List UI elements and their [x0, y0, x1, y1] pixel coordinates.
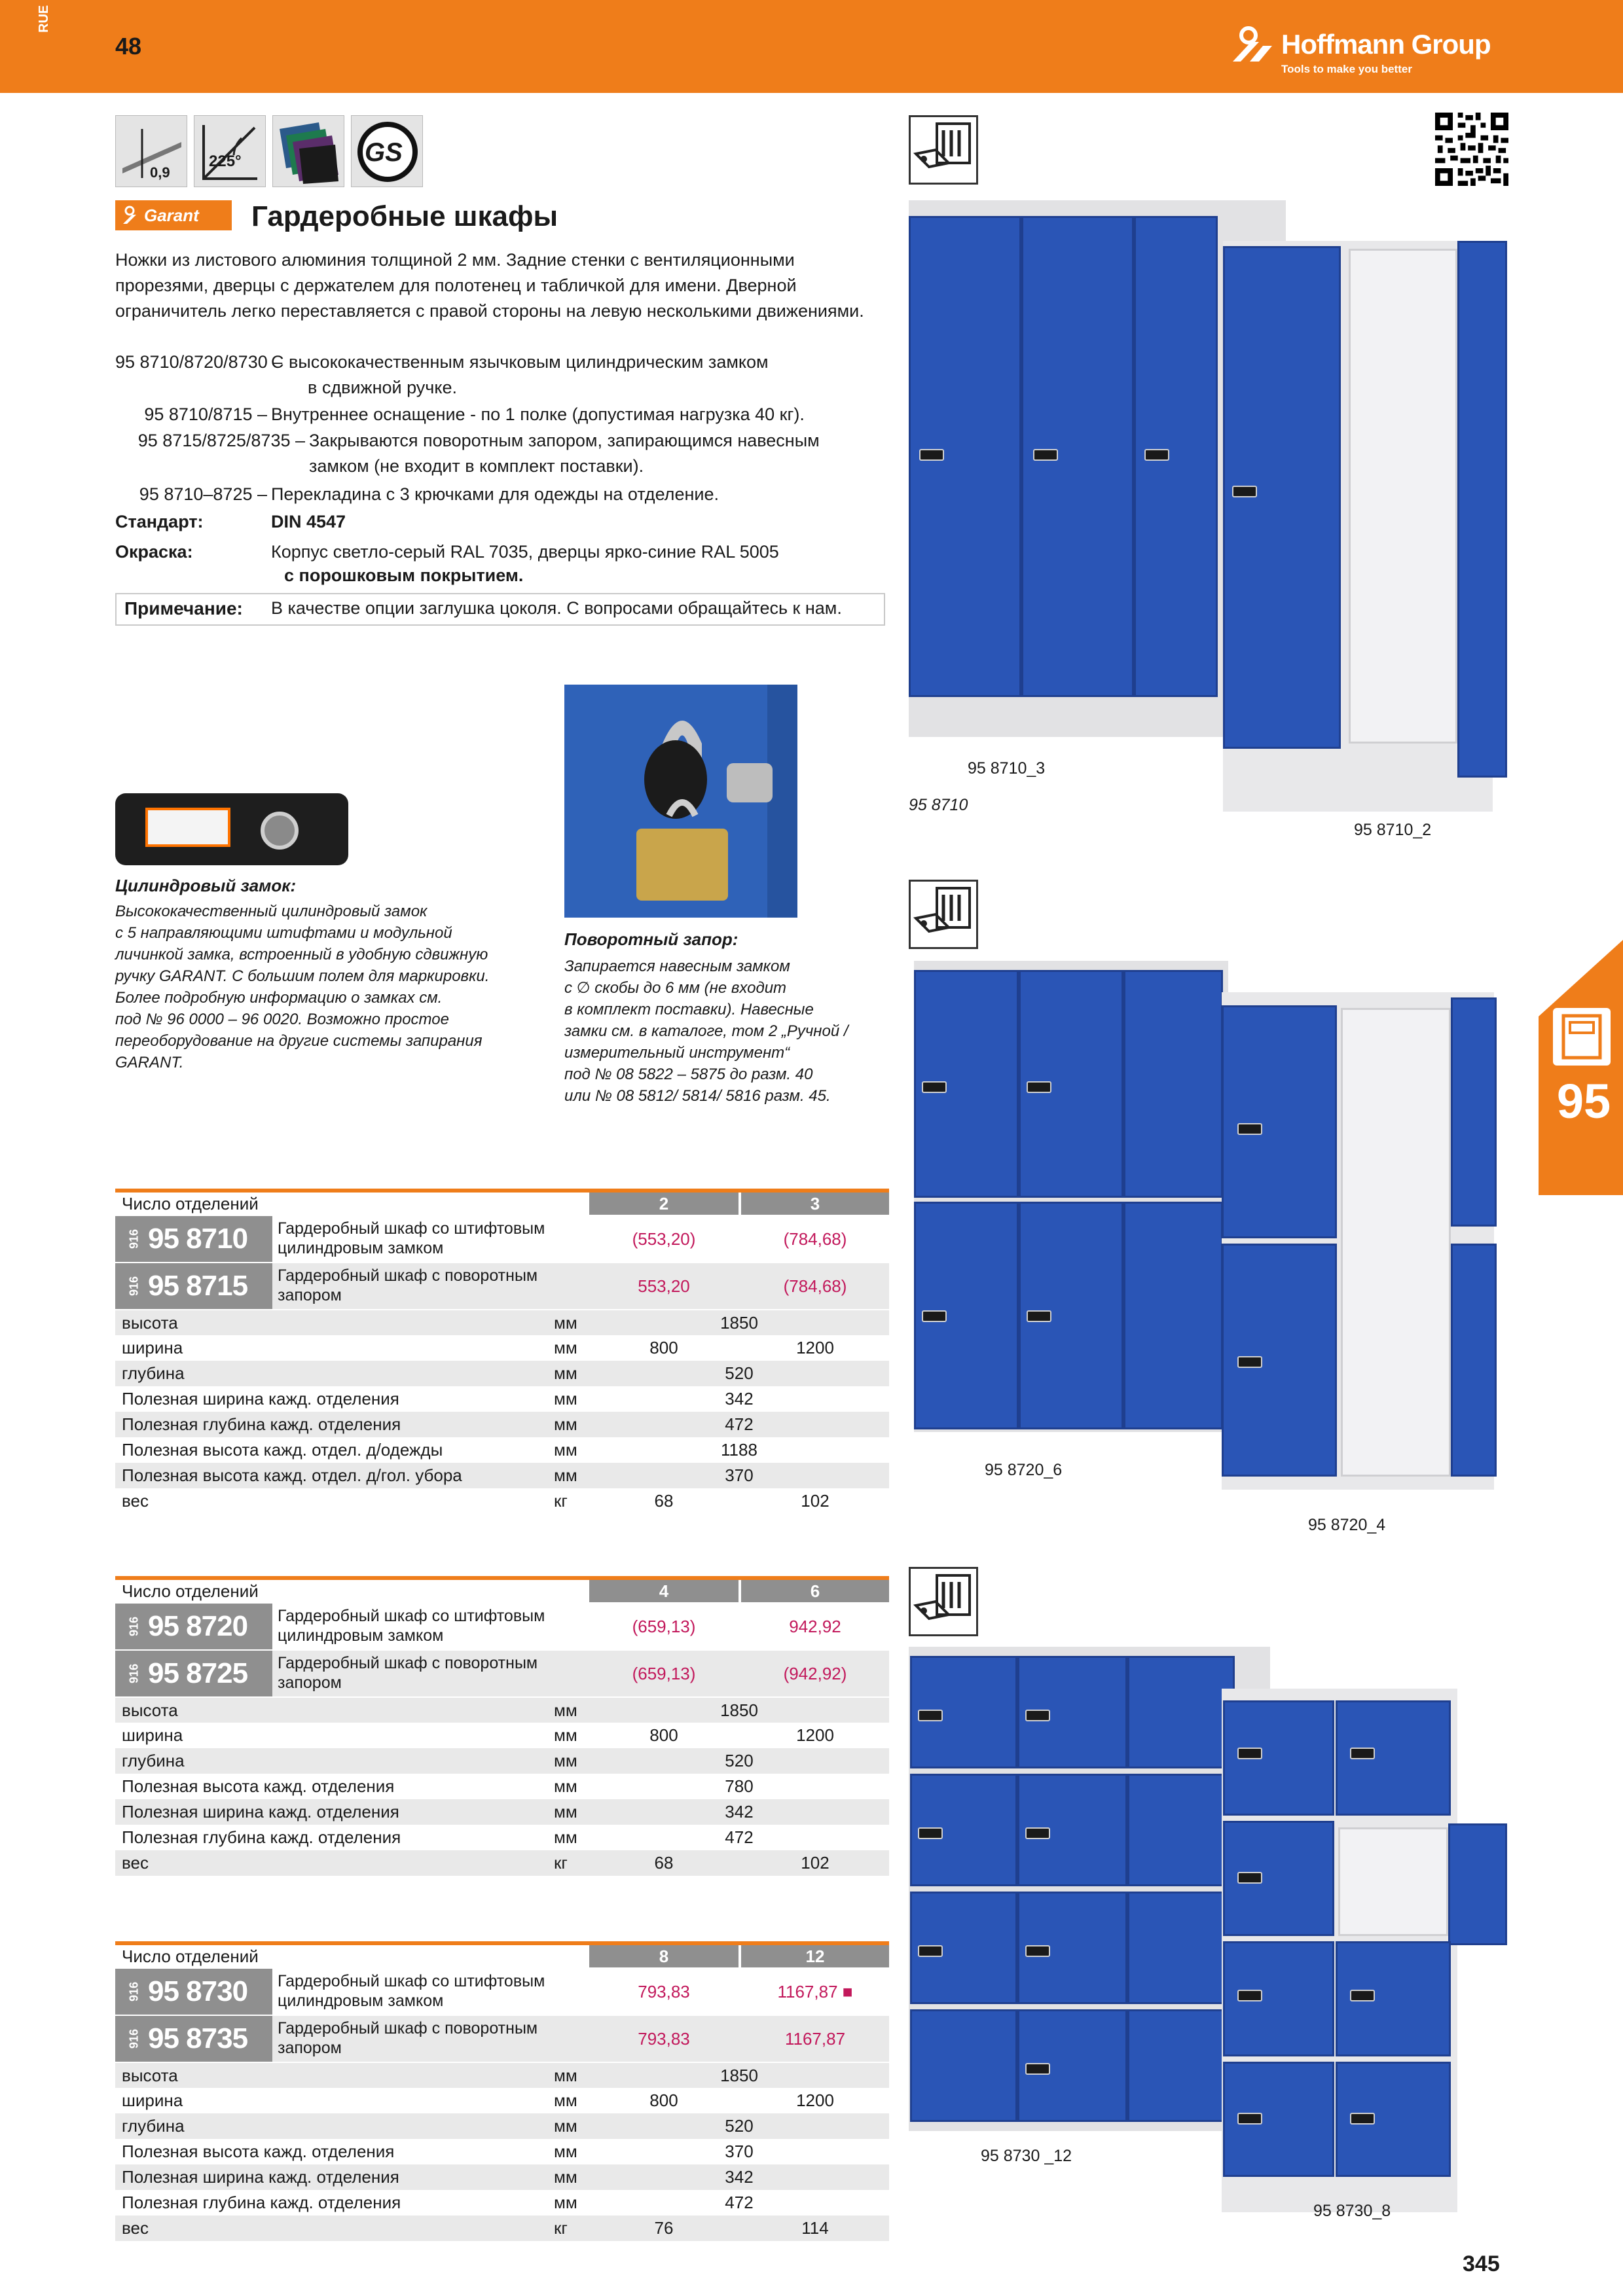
spec-item	[115, 402, 901, 427]
part-prefix: 916	[127, 1663, 141, 1684]
product-row[interactable]	[115, 1969, 889, 2015]
page-header	[0, 0, 1623, 93]
table-row: Полезная глубина кажд. отделения мм 472	[122, 2193, 754, 2212]
table-row: Полезная ширина кажд. отделения мм 342	[115, 2164, 889, 2190]
table-row: Полезная ширина кажд. отделения мм 342	[122, 1389, 754, 1408]
table-row: Полезная высота кажд. отделения мм 370	[122, 2142, 754, 2161]
table-row: высота мм 1850	[115, 2063, 889, 2088]
table-col-header: 8	[589, 1945, 739, 1967]
spec-table-3	[115, 1941, 889, 2244]
part-prefix: 916	[127, 1229, 141, 1249]
photo-label: 95 8710_3	[968, 759, 1046, 778]
sheet-thickness-icon	[115, 115, 187, 187]
paint-label: Окраска:	[115, 542, 193, 562]
spec-text: Перекладина с 3 крючками для одежды на отделение.	[271, 484, 719, 504]
table-row: ширина мм 800 1200	[122, 1725, 834, 1745]
part-number: 95 8730	[148, 1975, 248, 2007]
spec-item	[115, 482, 901, 507]
part-number: 95 8710	[148, 1223, 248, 1255]
part-prefix: 916	[127, 1276, 141, 1297]
caption-line: Более подробную информацию о замках см.	[115, 989, 443, 1007]
table-row: высота мм 1850	[115, 1310, 889, 1335]
table-row: глубина мм 520	[115, 1748, 889, 1774]
spec-code: 95 8710/8720/8730 –	[115, 352, 283, 372]
product-row[interactable]	[115, 1604, 889, 1649]
locker-chapter-icon	[1553, 1008, 1611, 1066]
product-row[interactable]	[115, 1263, 889, 1309]
part-prefix: 916	[127, 1981, 141, 2002]
caption-line: ручку GARANT. С большим полем для маркировки.	[115, 967, 490, 985]
table-row: Полезная ширина кажд. отделения мм 342	[115, 1799, 889, 1825]
locker-type-icon	[909, 1567, 978, 1636]
price: (942,92)	[783, 1663, 847, 1683]
note-label: Примечание:	[124, 598, 243, 619]
spec-table-1	[115, 1189, 889, 1516]
photo-label: 95 8710_2	[1354, 821, 1432, 839]
chapter-number: 95	[1556, 1074, 1611, 1128]
table-row: ширина мм 800 1200	[122, 1338, 834, 1357]
standard-value: DIN 4547	[271, 512, 346, 531]
photo-label: 95 8730 _12	[981, 2147, 1072, 2165]
locker-type-icon	[909, 880, 978, 949]
part-number: 95 8725	[148, 1657, 248, 1689]
part-number: 95 8720	[148, 1610, 248, 1642]
table-col-header: 2	[589, 1193, 739, 1215]
photo-label: 95 8720_4	[1308, 1516, 1386, 1534]
garant-logo-icon	[122, 206, 141, 225]
spec-code: 95 8710/8715 –	[144, 404, 267, 424]
product-row[interactable]	[115, 1216, 889, 1262]
side-code: RUE	[37, 5, 51, 33]
table-col-header: 4	[589, 1580, 739, 1602]
paint-line1: Корпус светло-серый RAL 7035, дверцы ярко-синие RAL 5005	[271, 542, 779, 562]
cylinder-lock-title: Цилиндровый замок:	[115, 876, 297, 895]
lock-cylinder-icon	[261, 812, 299, 850]
caption-line: измерительный инструмент“	[564, 1044, 790, 1062]
page-title: Гардеробные шкафы	[251, 200, 558, 232]
product-desc: Гардеробный шкаф с поворотным запором	[278, 1654, 538, 1692]
note-text: В качестве опции заглушка цоколя. С вопросами обращайтесь к нам.	[271, 598, 842, 618]
caption-line: GARANT.	[115, 1054, 184, 1071]
price: 793,83	[638, 2028, 690, 2049]
table-header-row	[115, 1580, 889, 1602]
price: 942,92	[789, 1616, 841, 1636]
padlock-image	[564, 685, 797, 918]
price: (784,68)	[783, 1276, 847, 1296]
table-row: Полезная высота кажд. отдел. д/гол. убора мм 370	[115, 1463, 889, 1488]
table-col-header: 6	[741, 1580, 889, 1602]
logo-tagline: Tools to make you better	[1281, 63, 1412, 75]
part-number: 95 8715	[148, 1270, 248, 1302]
table-header-row	[115, 1945, 889, 1967]
table-row: Полезная глубина кажд. отделения мм 472	[115, 1412, 889, 1437]
product-row[interactable]	[115, 2016, 889, 2062]
locker-type-icon	[909, 115, 978, 185]
cylinder-lock-image	[115, 793, 348, 865]
caption-line: Запирается навесным замком	[564, 958, 790, 975]
feature-icons	[115, 115, 423, 187]
price: 1167,87	[784, 2028, 846, 2049]
page-number-left: 48	[115, 33, 142, 60]
product-desc: Гардеробный шкаф с поворотным запором	[278, 2019, 538, 2057]
table-header-label: Число отделений	[122, 1946, 259, 1966]
product-description: Ножки из листового алюминия толщиной 2 мм. Задние стенки с вентиляционными прорезями, дверцы с держателем для полотенец и табличкой для имени. Дверной ограничитель легко переставляется с правой стороны на левую несколькими движениями.	[115, 250, 864, 321]
gs-label: GS	[365, 138, 403, 167]
caption-line: переоборудование на другие системы запирания	[115, 1032, 483, 1050]
product-desc: Гардеробный шкаф со штифтовым цилиндровым замком	[278, 1607, 545, 1645]
table-row: Полезная глубина кажд. отделения мм 472	[122, 1827, 754, 1847]
cylinder-lock-text	[115, 901, 489, 1073]
spec-table-2	[115, 1576, 889, 1878]
table-header-row	[115, 1193, 889, 1215]
price: 553,20	[638, 1276, 690, 1296]
caption-line: в комплект поставки). Навесные	[564, 1001, 814, 1018]
part-prefix: 916	[127, 2028, 141, 2049]
spec-text: Внутреннее оснащение - по 1 полке (допустимая нагрузка 40 кг).	[271, 404, 805, 424]
table-row: глубина мм 520	[115, 2113, 889, 2139]
gs-mark-icon	[351, 115, 423, 187]
table-row: глубина мм 520	[115, 1361, 889, 1386]
logo-name: Hoffmann Group	[1281, 29, 1491, 60]
spec-text-cont: в сдвижной ручке.	[308, 378, 458, 397]
caption-line: личинкой замка, встроенный в удобную сдвижную	[115, 946, 488, 963]
padlock-text	[564, 956, 848, 1107]
price: (553,20)	[632, 1229, 696, 1249]
paint-line2: с порошковым покрытием.	[284, 565, 524, 585]
price: (784,68)	[783, 1229, 847, 1249]
price-with-mark	[741, 1969, 889, 2015]
spec-code: 95 8715/8725/8735 –	[137, 431, 305, 450]
thickness-label: 0,9	[150, 164, 170, 181]
price: 1167,87	[777, 1981, 838, 2001]
spec-item	[115, 350, 901, 401]
price: (659,13)	[632, 1663, 696, 1683]
caption-line: под № 96 0000 – 96 0020. Возможно простое	[115, 1011, 449, 1028]
table-row: вес кг 68 102	[115, 1850, 889, 1876]
new-mark-icon: ■	[842, 1981, 853, 2001]
spec-text: Закрываются поворотным запором, запирающимся навесным	[309, 431, 820, 450]
photo-label: 95 8730_8	[1313, 2202, 1391, 2220]
spec-item	[115, 428, 901, 479]
part-number: 95 8735	[148, 2022, 248, 2054]
product-row[interactable]	[115, 1651, 889, 1696]
caption-line: или № 08 5812/ 5814/ 5816 разм. 45.	[564, 1087, 831, 1105]
spec-text: С высококачественным язычковым цилиндрическим замком	[271, 352, 769, 372]
product-desc: Гардеробный шкаф с поворотным запором	[278, 1266, 538, 1304]
table-row: Полезная высота кажд. отделения мм 780	[122, 1776, 754, 1796]
table-header-label: Число отделений	[122, 1581, 259, 1601]
angle-label: 225°	[209, 152, 242, 170]
caption-line: под № 08 5822 – 5875 до разм. 40	[564, 1066, 813, 1083]
product-desc: Гардеробный шкаф со штифтовым цилиндровым замком	[278, 1972, 545, 2010]
page-number-right: 345	[1463, 2251, 1500, 2276]
standard-label: Стандарт:	[115, 512, 204, 531]
brand-name: Garant	[144, 206, 199, 225]
padlock-title: Поворотный запор:	[564, 929, 739, 949]
price: 793,83	[638, 1981, 690, 2001]
door-angle-icon	[194, 115, 266, 187]
spec-code: 95 8710–8725 –	[139, 484, 267, 504]
hoffmann-logo-icon	[1230, 26, 1277, 63]
table-row: вес кг 68 102	[122, 1491, 830, 1511]
caption-line: с ∅ скобы до 6 мм (не входит	[564, 979, 787, 997]
caption-line: замки см. в каталоге, том 2 „Ручной /	[564, 1022, 848, 1040]
name-label-field	[145, 808, 230, 847]
spec-text-cont: замком (не входит в комплект поставки).	[309, 456, 644, 476]
garant-brand	[115, 200, 232, 230]
chapter-tab[interactable]	[1539, 940, 1623, 1195]
table-col-header: 12	[741, 1945, 889, 1967]
price: (659,13)	[632, 1616, 696, 1636]
caption-line: Высококачественный цилиндровый замок	[115, 903, 428, 920]
table-header-label: Число отделений	[122, 1193, 259, 1213]
product-desc: Гардеробный шкаф со штифтовым цилиндровым замком	[278, 1219, 545, 1257]
table-row: высота мм 1850	[115, 1698, 889, 1723]
photo-label: 95 8710	[909, 796, 968, 814]
part-prefix: 916	[127, 1616, 141, 1637]
caption-line: с 5 направляющими штифтами и модульной	[115, 924, 452, 942]
table-row: ширина мм 800 1200	[122, 2090, 834, 2110]
photo-label: 95 8720_6	[985, 1461, 1063, 1479]
color-swatches-icon	[272, 115, 344, 187]
table-row: вес кг 76 114	[115, 2215, 889, 2241]
table-row: Полезная высота кажд. отдел. д/одежды мм 1188	[122, 1440, 757, 1460]
hoffmann-logo[interactable]	[1230, 24, 1505, 76]
qr-code-icon[interactable]	[1435, 113, 1508, 186]
table-col-header: 3	[741, 1193, 889, 1215]
